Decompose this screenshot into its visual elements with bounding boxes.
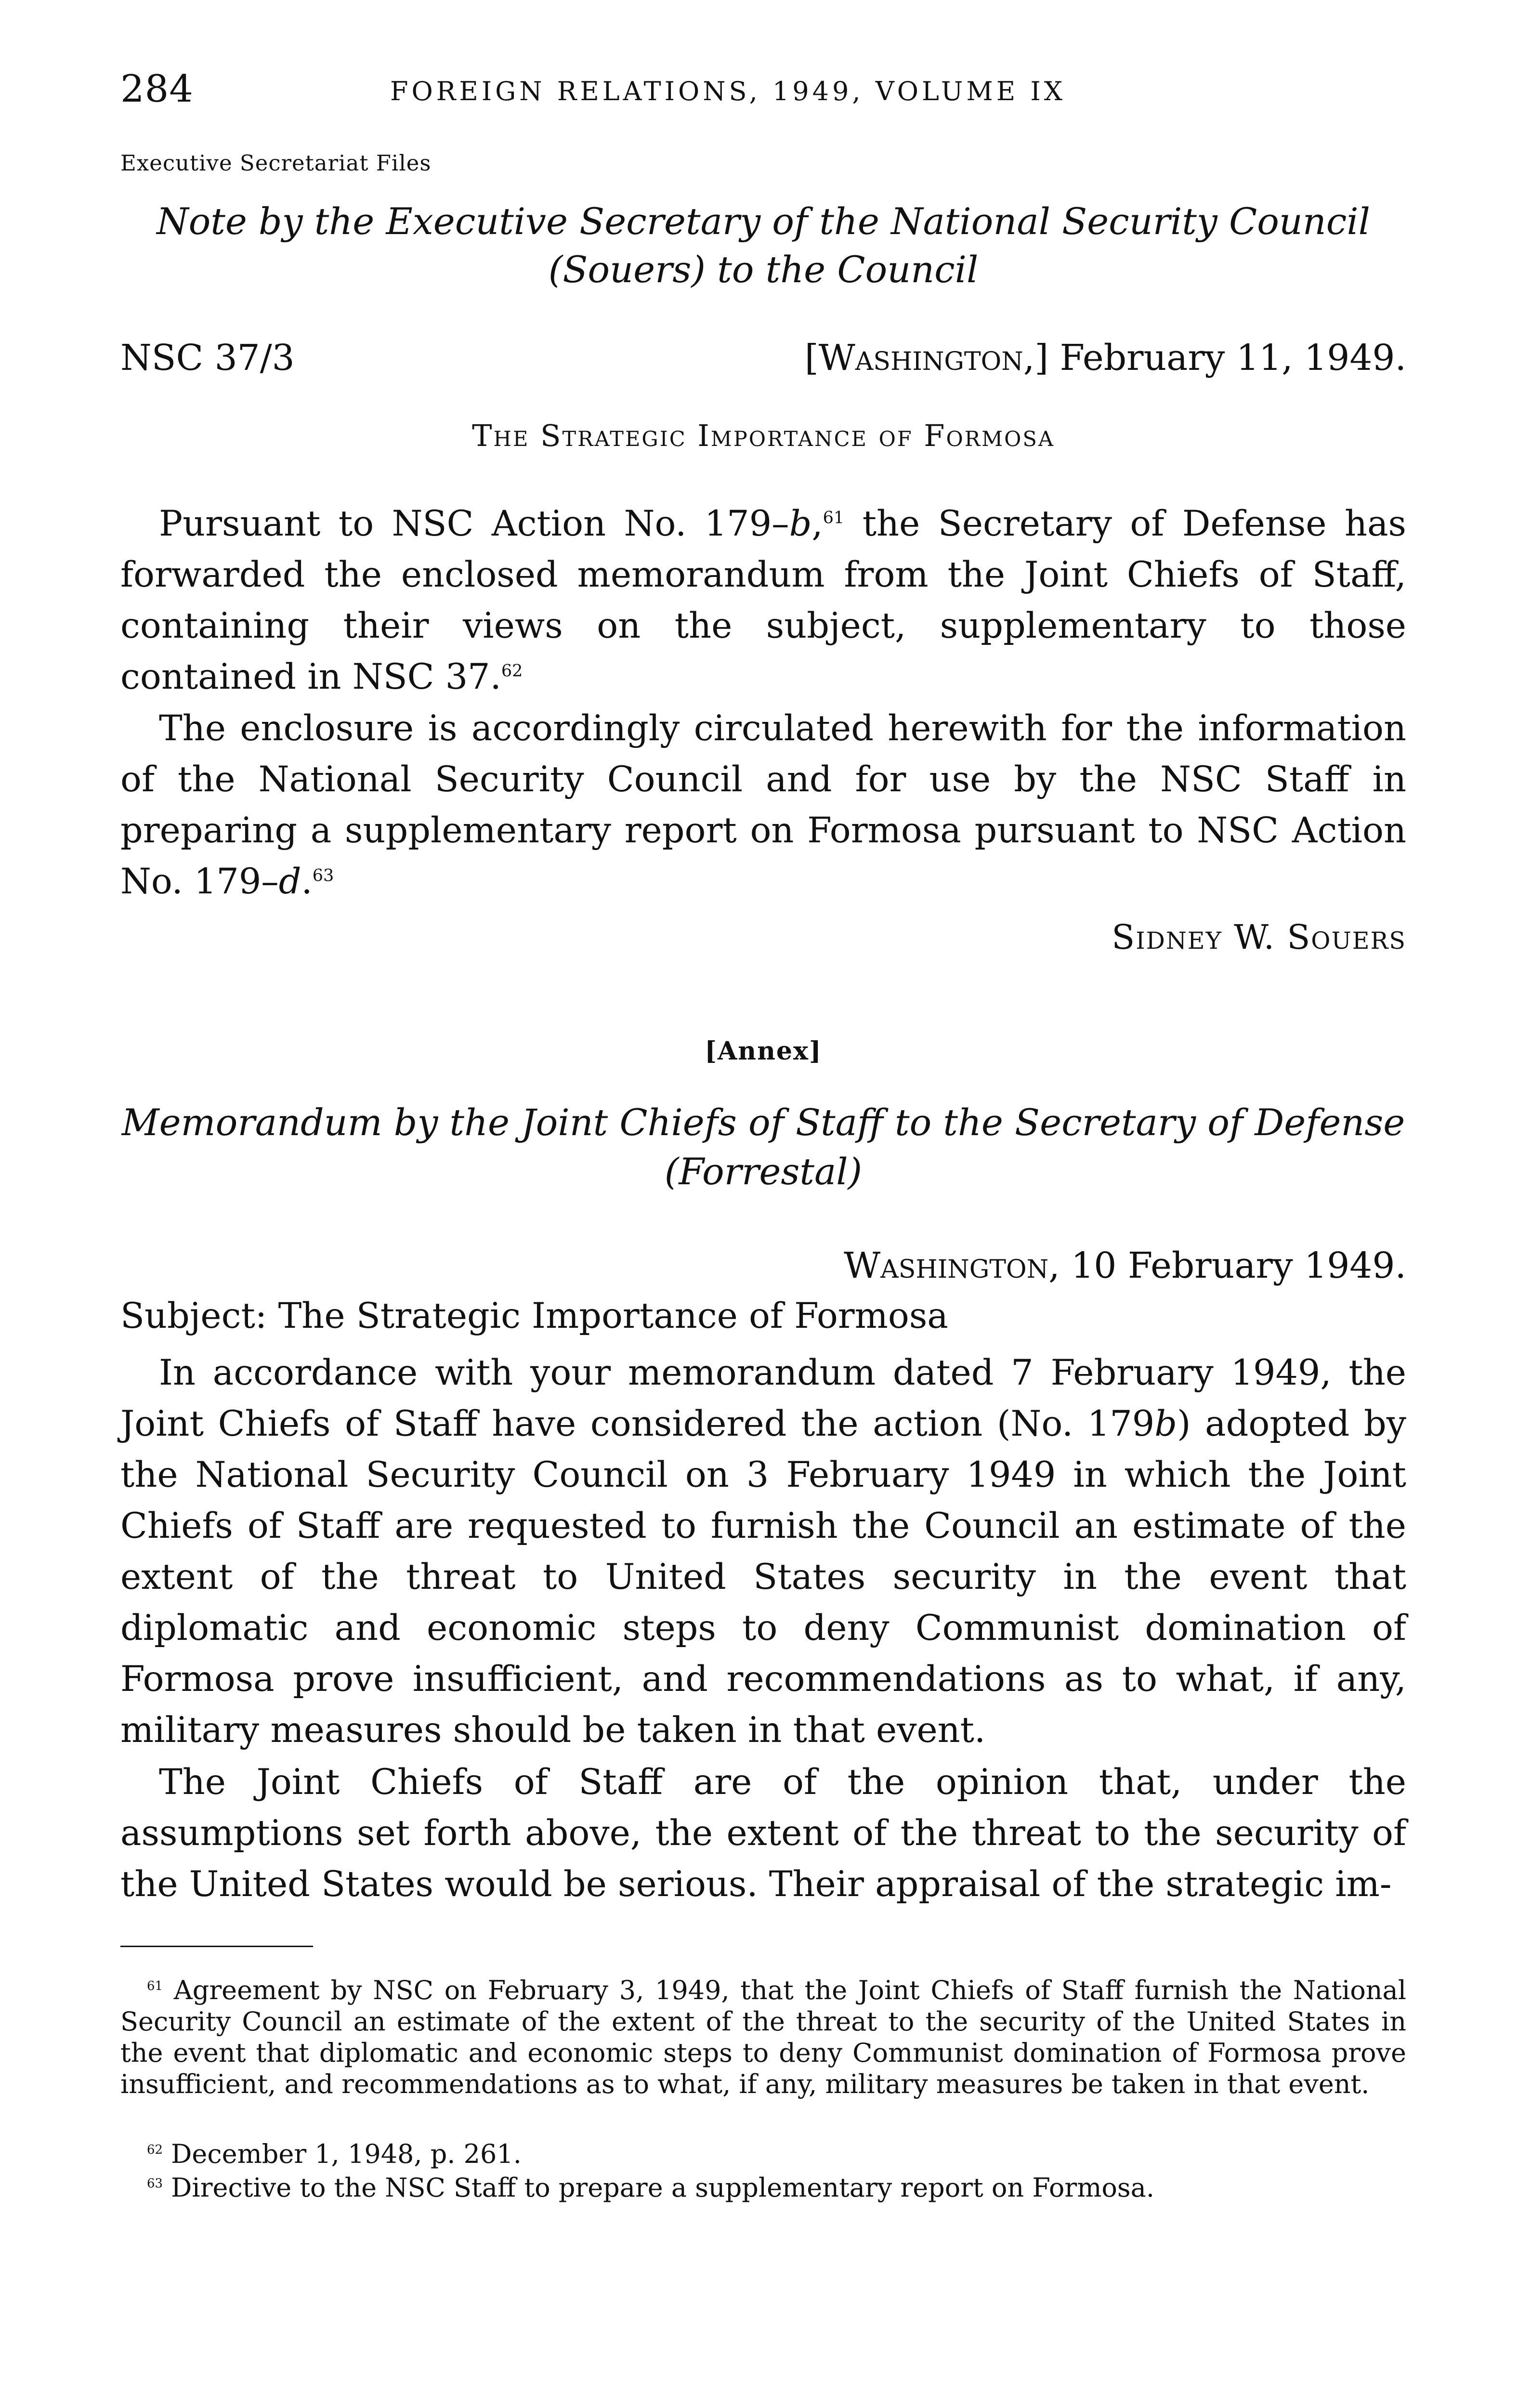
footnote-63-text: Directive to the NSC Staff to prepare a supplementary report on Formosa.	[171, 2172, 1154, 2203]
document-date: February 11, 1949.	[1048, 337, 1406, 379]
paragraph-1-tail: ,	[811, 503, 823, 544]
subject-title: The Strategic Importance of Formosa	[472, 418, 1055, 453]
paragraph-2	[120, 703, 1406, 907]
footnote-63-number: 63	[147, 2176, 163, 2191]
memo-paragraph-1	[120, 1348, 1406, 1756]
memo-title	[120, 1098, 1406, 1196]
paragraph-2-italic: d	[278, 861, 301, 902]
place-name: [Washington,]	[804, 337, 1049, 379]
nsc-number: NSC 37/3	[120, 337, 295, 379]
paragraph-1	[120, 498, 1406, 703]
place-date	[805, 337, 1406, 379]
footnote-63	[120, 2172, 1406, 2203]
running-header	[120, 67, 1406, 116]
page-number: 284	[120, 67, 194, 111]
paragraph-1-text-a: Pursuant to NSC Action No. 179–	[159, 503, 789, 544]
paragraph-2-tail: .	[301, 861, 313, 902]
memo-date	[844, 1245, 1406, 1286]
footnote-61-text: Agreement by NSC on February 3, 1949, that the Joint Chiefs of Staff furnish the National Security Council an estimate of the extent of the threat to the security of the United States in the event that diplomatic and economic steps to deny Communist domination of Formosa prove insufficient, and recommendations as to what, if any, military measures be taken in that event.	[120, 1975, 1406, 2099]
footnote-ref-61: 61	[823, 508, 845, 528]
footnote-62-number: 62	[147, 2143, 163, 2157]
memo-title-line-1: Memorandum by the Joint Chiefs of Staff to the Secretary of Defense	[121, 1101, 1405, 1144]
footnote-61	[120, 1975, 1406, 2100]
footnote-61-number: 61	[147, 1979, 163, 1993]
footnote-62-text: December 1, 1948, p. 261.	[171, 2139, 522, 2169]
memo-subject: Subject: The Strategic Importance of Formosa	[120, 1296, 948, 1336]
volume-title: FOREIGN RELATIONS, 1949, VOLUME IX	[390, 76, 1066, 106]
memo-paragraph-2: The Joint Chiefs of Staff are of the opinion that, under the assumptions set forth above, the extent of the threat to the security of the United States would be serious. Their appraisal of the strategic im-	[120, 1762, 1406, 1905]
signature: Sidney W. Souers	[1112, 917, 1406, 957]
footnote-62	[120, 2138, 1406, 2170]
memo-paragraph-1-text-a: In accordance with your memorandum dated 7 February 1949, the Joint Chiefs of Staff have considered the action (No. 179	[120, 1352, 1406, 1444]
memo-paragraph-1-italic: b	[1154, 1403, 1177, 1444]
memo-place: Washington,	[844, 1245, 1060, 1286]
memo-date-value: 10 February 1949.	[1060, 1245, 1406, 1286]
document-title	[120, 197, 1406, 294]
document-title-line-2: (Souers) to the Council	[548, 248, 979, 291]
footnote-divider	[120, 1946, 313, 1947]
paragraph-1-text-b: the Secretary of Defense has forwarded the enclosed memorandum from the Joint Chiefs of Staff, containing their views on the subject, supplementary to those contained in NSC 37.	[120, 503, 1406, 697]
footnote-ref-62: 62	[501, 661, 523, 681]
paragraph-2-text: The enclosure is accordingly circulated herewith for the information of the National Security Council and for use by the NSC Staff in preparing a supplementary report on Formosa pursuant to NSC Action No. 179–	[120, 708, 1406, 902]
annex-label: [Annex]	[705, 1036, 822, 1066]
source-label: Executive Secretariat Files	[120, 150, 432, 176]
document-page	[120, 0, 1406, 2408]
paragraph-1-italic: b	[789, 503, 812, 544]
memo-title-line-2: (Forrestal)	[664, 1150, 863, 1193]
footnote-ref-63: 63	[312, 865, 334, 886]
document-title-line-1: Note by the Executive Secretary of the National Security Council	[157, 200, 1370, 243]
memo-paragraph-1-text-b: ) adopted by the National Security Council on 3 February 1949 in which the Joint Chiefs of Staff are requested to furnish the Council an estimate of the extent of the threat to United States security in the event that diplomatic and economic steps to deny Communist domination of Formosa prove insufficient, and recommendations as to what, if any, military measures should be taken in that event.	[120, 1403, 1406, 1751]
